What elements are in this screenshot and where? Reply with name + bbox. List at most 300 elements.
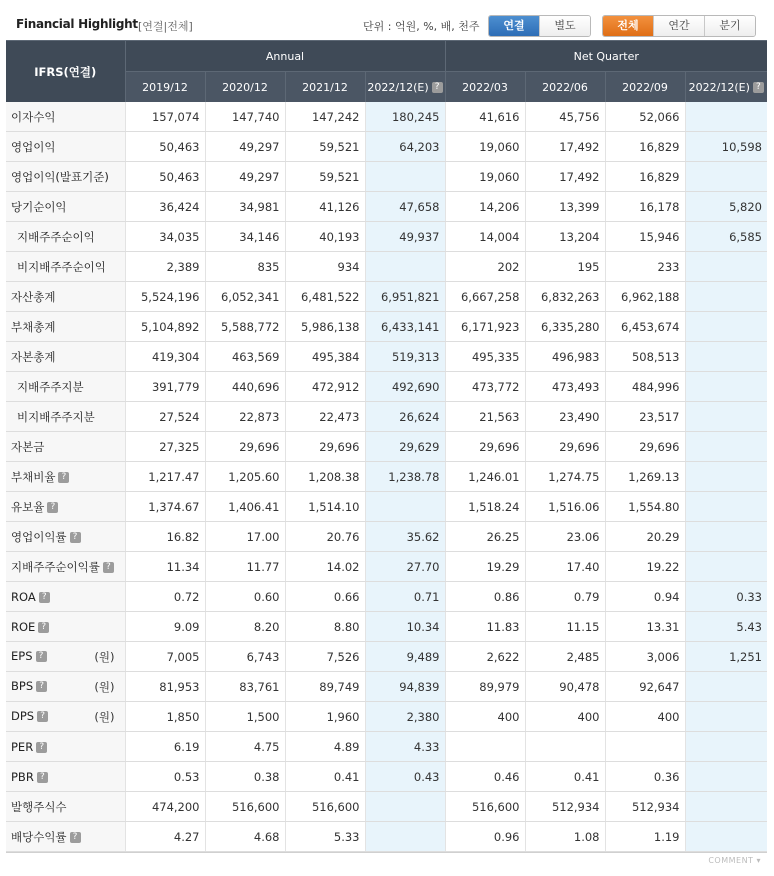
table-cell: 29,696 [205,432,285,462]
table-cell: 233 [605,252,685,282]
table-cell: 492,690 [365,372,445,402]
table-cell: 2,485 [525,642,605,672]
table-cell: 8.20 [205,612,285,642]
help-icon[interactable]: ? [70,832,81,843]
table-cell: 10.34 [365,612,445,642]
table-cell: 11.15 [525,612,605,642]
row-label [6,342,125,372]
table-cell: 440,696 [205,372,285,402]
row-label [6,492,125,522]
table-cell: 516,600 [285,792,365,822]
table-cell: 5,820 [685,192,767,222]
row-label [6,252,125,282]
table-cell: 19,060 [445,162,525,192]
row-label-text: 영업이익 [11,139,56,154]
table-cell: 29,629 [365,432,445,462]
scope-toggle [488,15,591,37]
table-cell [685,732,767,762]
table-cell: 202 [445,252,525,282]
table-cell: 13.31 [605,612,685,642]
table-cell: 0.86 [445,582,525,612]
table-cell: 0.66 [285,582,365,612]
table-cell [685,432,767,462]
table-cell: 0.36 [605,762,685,792]
table-cell: 81,953 [125,672,205,702]
row-label [6,132,125,162]
table-row [6,762,767,792]
comment-link[interactable]: COMMENT ▾ [708,856,761,865]
row-label-text: PBR [11,769,34,784]
table-row [6,192,767,222]
row-label-text: 유보율 [11,499,45,514]
table-cell: 1.19 [605,822,685,852]
table-cell: 5.43 [685,612,767,642]
table-cell: 10,598 [685,132,767,162]
financial-highlight-panel [6,0,767,876]
table-cell [685,102,767,132]
table-cell: 27,325 [125,432,205,462]
row-label-text: 자본금 [11,439,45,454]
table-row [6,462,767,492]
table-cell: 1,850 [125,702,205,732]
help-icon[interactable]: ? [58,472,69,483]
table-cell: 50,463 [125,132,205,162]
table-cell: 0.71 [365,582,445,612]
table-cell [685,672,767,702]
table-cell: 6,052,341 [205,282,285,312]
table-cell: 59,521 [285,132,365,162]
table-cell: 5,588,772 [205,312,285,342]
table-cell: 27,524 [125,402,205,432]
column-header-text: 2022/12(E) [367,80,429,94]
table-cell: 1,516.06 [525,492,605,522]
row-label [6,732,125,762]
table-row [6,342,767,372]
unit-text: 단위 : 억원, %, 배, 천주 [363,20,480,33]
table-cell: 22,473 [285,402,365,432]
table-cell: 89,979 [445,672,525,702]
help-icon[interactable]: ? [36,651,47,662]
table-cell [685,792,767,822]
table-cell: 21,563 [445,402,525,432]
help-icon[interactable]: ? [38,622,49,633]
table-cell: 1,238.78 [365,462,445,492]
table-cell: 391,779 [125,372,205,402]
row-unit: (원) [94,649,115,664]
table-cell: 11.34 [125,552,205,582]
row-label-text: 배당수익률 [11,829,67,844]
table-row [6,702,767,732]
row-label-text: 지배주주지분 [17,379,84,394]
table-row [6,432,767,462]
row-label-text: 자본총계 [11,349,56,364]
table-cell: 6,832,263 [525,282,605,312]
table-cell: 6,585 [685,222,767,252]
table-cell: 1,217.47 [125,462,205,492]
table-cell: 17.40 [525,552,605,582]
table-cell: 34,981 [205,192,285,222]
table-cell: 90,478 [525,672,605,702]
table-cell: 419,304 [125,342,205,372]
table-cell: 147,242 [285,102,365,132]
consolidated-button[interactable]: 연결 [489,16,539,36]
table-cell: 8.80 [285,612,365,642]
table-cell [525,732,605,762]
column-header-text: 2022/12(E) [688,80,750,94]
table-row [6,642,767,672]
table-cell: 17.00 [205,522,285,552]
table-cell: 1,406.41 [205,492,285,522]
table-cell: 0.94 [605,582,685,612]
table-cell: 49,297 [205,162,285,192]
table-cell [685,822,767,852]
table-cell: 0.33 [685,582,767,612]
row-label-text: 부채비율 [11,469,56,484]
table-cell: 1,514.10 [285,492,365,522]
table-cell [685,162,767,192]
table-row [6,162,767,192]
row-label-text: 지배주주순이익률 [11,559,100,574]
table-cell: 49,297 [205,132,285,162]
table-cell [685,252,767,282]
table-cell: 1,500 [205,702,285,732]
table-cell: 473,493 [525,372,605,402]
table-cell: 508,513 [605,342,685,372]
table-cell: 1,208.38 [285,462,365,492]
row-unit: (원) [94,679,115,694]
table-row [6,672,767,702]
table-cell: 2,389 [125,252,205,282]
row-label-text: PER [11,739,34,754]
row-label-text: 이자수익 [11,109,56,124]
table-cell: 41,126 [285,192,365,222]
row-label-text: 지배주주순이익 [17,229,95,244]
table-cell: 0.46 [445,762,525,792]
table-cell: 4.68 [205,822,285,852]
column-header: 2020/12 [205,72,285,103]
row-label [6,642,125,672]
table-cell: 4.33 [365,732,445,762]
table-cell: 19.29 [445,552,525,582]
column-header [685,72,767,103]
table-cell: 13,399 [525,192,605,222]
table-cell: 512,934 [605,792,685,822]
table-cell: 9,489 [365,642,445,672]
table-cell: 516,600 [445,792,525,822]
table-cell: 474,200 [125,792,205,822]
table-row [6,312,767,342]
table-cell: 495,384 [285,342,365,372]
row-label-text: ROA [11,589,36,604]
help-icon[interactable]: ? [753,82,764,93]
table-cell [685,522,767,552]
table-cell: 1.08 [525,822,605,852]
table-cell: 64,203 [365,132,445,162]
table-cell: 20.29 [605,522,685,552]
table-cell [685,312,767,342]
table-cell: 23.06 [525,522,605,552]
table-row [6,222,767,252]
table-cell: 7,526 [285,642,365,672]
period-toggle [602,15,756,37]
table-cell: 15,946 [605,222,685,252]
table-cell: 0.96 [445,822,525,852]
table-cell: 1,246.01 [445,462,525,492]
table-row [6,252,767,282]
row-label [6,762,125,792]
table-cell [685,762,767,792]
table-row [6,552,767,582]
table-cell: 473,772 [445,372,525,402]
table-cell [685,402,767,432]
row-label-text: EPS [11,648,33,663]
help-icon[interactable]: ? [432,82,443,93]
table-cell [365,822,445,852]
table-cell: 934 [285,252,365,282]
table-row [6,582,767,612]
table-cell: 36,424 [125,192,205,222]
row-label-text: 비지배주주순이익 [17,259,106,274]
row-label [6,102,125,132]
table-cell: 0.41 [525,762,605,792]
table-cell: 400 [605,702,685,732]
row-label [6,432,125,462]
row-label-text: BPS [11,678,34,693]
row-label-text: DPS [11,708,35,723]
row-label-text: 영업이익(발표기준) [11,169,109,184]
row-label-text: 영업이익률 [11,529,67,544]
row-label [6,702,125,732]
table-cell: 45,756 [525,102,605,132]
table-corner-header: IFRS(연결) [6,41,125,103]
table-cell: 19.22 [605,552,685,582]
table-cell: 3,006 [605,642,685,672]
table-cell: 0.43 [365,762,445,792]
row-label [6,282,125,312]
table-cell: 6,481,522 [285,282,365,312]
table-cell: 157,074 [125,102,205,132]
table-cell [685,552,767,582]
table-cell: 16,829 [605,132,685,162]
row-label [6,372,125,402]
table-cell [685,342,767,372]
table-cell: 472,912 [285,372,365,402]
panel-title: Financial Highlight [16,17,138,31]
table-cell: 147,740 [205,102,285,132]
table-cell: 23,517 [605,402,685,432]
table-row [6,492,767,522]
table-cell: 835 [205,252,285,282]
row-label [6,822,125,852]
table-cell: 11.77 [205,552,285,582]
table-cell: 14,004 [445,222,525,252]
row-label-text: 부채총계 [11,319,56,334]
table-cell: 49,937 [365,222,445,252]
table-cell: 9.09 [125,612,205,642]
help-icon[interactable]: ? [47,502,58,513]
table-cell: 23,490 [525,402,605,432]
table-cell: 6,171,923 [445,312,525,342]
table-row [6,732,767,762]
table-cell: 6,335,280 [525,312,605,342]
table-cell: 92,647 [605,672,685,702]
table-cell: 1,269.13 [605,462,685,492]
table-cell: 26.25 [445,522,525,552]
table-cell: 0.79 [525,582,605,612]
table-cell: 6.19 [125,732,205,762]
table-cell: 5.33 [285,822,365,852]
table-cell: 1,518.24 [445,492,525,522]
table-row [6,822,767,852]
table-cell: 195 [525,252,605,282]
table-cell: 516,600 [205,792,285,822]
table-cell [365,792,445,822]
help-icon[interactable]: ? [37,772,48,783]
table-cell: 484,996 [605,372,685,402]
panel-subtitle: [연결|전체] [138,20,193,33]
table-cell: 47,658 [365,192,445,222]
table-cell: 1,960 [285,702,365,732]
table-cell: 1,251 [685,642,767,672]
panel-header [6,10,767,40]
table-cell: 1,554.80 [605,492,685,522]
column-header: 2019/12 [125,72,205,103]
table-cell: 400 [445,702,525,732]
row-label [6,402,125,432]
table-cell [445,732,525,762]
table-cell: 4.75 [205,732,285,762]
column-header: 2022/06 [525,72,605,103]
table-cell: 0.41 [285,762,365,792]
table-cell: 512,934 [525,792,605,822]
table-cell: 29,696 [525,432,605,462]
table-cell: 11.83 [445,612,525,642]
table-row [6,132,767,162]
table-cell: 20.76 [285,522,365,552]
row-label [6,312,125,342]
row-label [6,222,125,252]
period-annual-button[interactable]: 연간 [653,16,704,36]
table-row [6,372,767,402]
row-unit: (원) [94,709,115,724]
row-label-text: ROE [11,619,36,634]
separate-button[interactable]: 별도 [539,16,590,36]
table-cell: 27.70 [365,552,445,582]
table-cell: 34,035 [125,222,205,252]
period-quarter-button[interactable]: 분기 [704,16,755,36]
table-cell: 5,986,138 [285,312,365,342]
table-cell: 16,829 [605,162,685,192]
financial-table [6,40,767,852]
table-cell: 40,193 [285,222,365,252]
column-header: 2022/09 [605,72,685,103]
table-cell [365,492,445,522]
table-cell: 519,313 [365,342,445,372]
table-cell: 6,667,258 [445,282,525,312]
table-row [6,792,767,822]
table-cell [685,702,767,732]
table-row [6,402,767,432]
table-cell: 1,374.67 [125,492,205,522]
row-label-text: 당기순이익 [11,199,67,214]
table-cell: 16.82 [125,522,205,552]
table-cell: 52,066 [605,102,685,132]
panel-footer [6,852,767,867]
column-header [365,72,445,103]
table-cell: 6,962,188 [605,282,685,312]
help-icon[interactable]: ? [36,681,47,692]
table-cell: 1,274.75 [525,462,605,492]
help-icon[interactable]: ? [103,562,114,573]
table-cell: 83,761 [205,672,285,702]
table-cell: 0.72 [125,582,205,612]
help-icon[interactable]: ? [36,742,47,753]
quarter-group-header: Net Quarter [445,41,767,72]
table-cell: 22,873 [205,402,285,432]
table-cell: 6,743 [205,642,285,672]
table-cell: 50,463 [125,162,205,192]
table-cell: 6,453,674 [605,312,685,342]
table-cell: 14,206 [445,192,525,222]
table-cell: 180,245 [365,102,445,132]
annual-group-header: Annual [125,41,445,72]
table-cell: 19,060 [445,132,525,162]
table-row [6,612,767,642]
table-cell: 0.53 [125,762,205,792]
table-cell: 6,951,821 [365,282,445,312]
table-cell: 5,524,196 [125,282,205,312]
table-cell: 94,839 [365,672,445,702]
table-cell: 4.27 [125,822,205,852]
row-label-text: 자산총계 [11,289,56,304]
table-cell: 14.02 [285,552,365,582]
help-icon[interactable]: ? [70,532,81,543]
table-cell: 29,696 [285,432,365,462]
table-cell: 16,178 [605,192,685,222]
help-icon[interactable]: ? [39,592,50,603]
column-header: 2021/12 [285,72,365,103]
table-cell [685,492,767,522]
row-label [6,162,125,192]
table-cell [685,462,767,492]
period-all-button[interactable]: 전체 [603,16,653,36]
table-cell: 0.60 [205,582,285,612]
table-cell: 59,521 [285,162,365,192]
table-cell: 5,104,892 [125,312,205,342]
table-cell [605,732,685,762]
table-cell: 496,983 [525,342,605,372]
row-label [6,612,125,642]
table-row [6,102,767,132]
table-cell: 17,492 [525,162,605,192]
table-cell [365,252,445,282]
table-cell: 4.89 [285,732,365,762]
row-label [6,192,125,222]
table-cell: 7,005 [125,642,205,672]
row-label [6,582,125,612]
table-cell: 463,569 [205,342,285,372]
table-cell: 2,380 [365,702,445,732]
help-icon[interactable]: ? [37,711,48,722]
row-label-text: 발행주식수 [11,799,67,814]
row-label [6,792,125,822]
table-cell [365,162,445,192]
table-cell: 35.62 [365,522,445,552]
table-cell: 26,624 [365,402,445,432]
table-cell: 0.38 [205,762,285,792]
table-cell: 495,335 [445,342,525,372]
table-cell: 89,749 [285,672,365,702]
